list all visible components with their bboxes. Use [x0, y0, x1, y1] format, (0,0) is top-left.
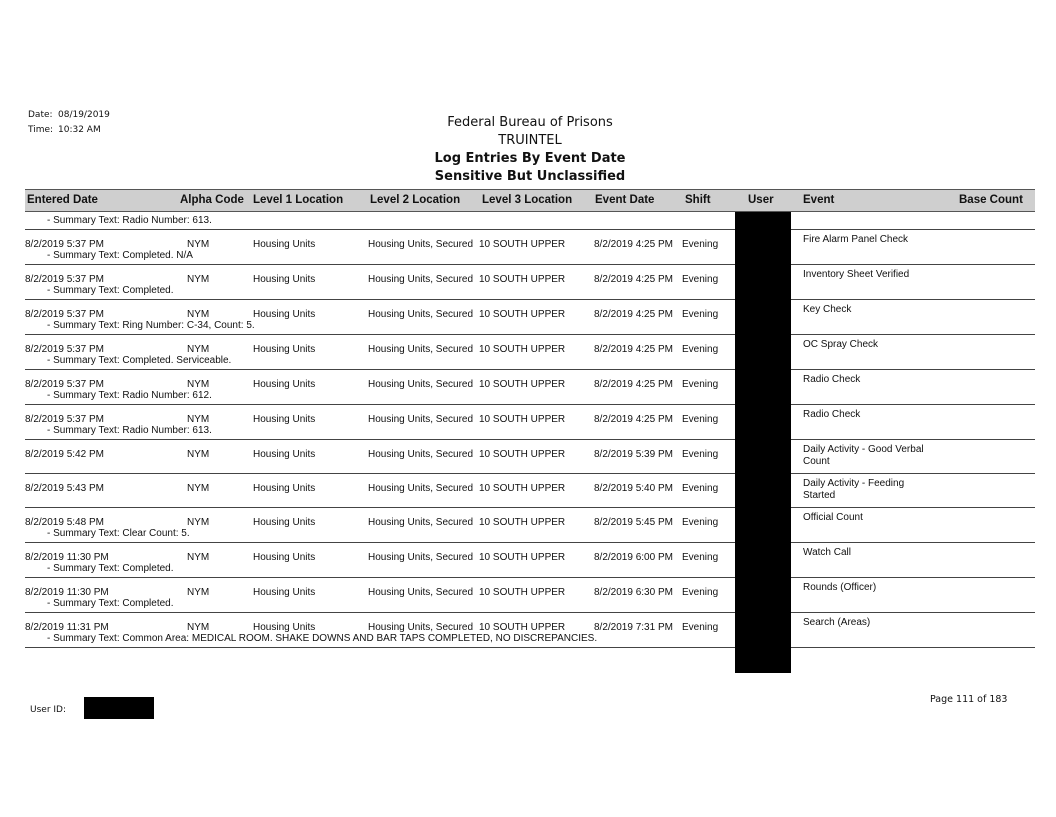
event-date-cell: 8/2/2019 4:25 PM [594, 274, 673, 285]
report-date: Date: 08/19/2019 [28, 110, 110, 120]
level3-location-cell: 10 SOUTH UPPER [479, 622, 566, 633]
alpha-code-cell: NYM [187, 449, 210, 460]
col-level2: Level 2 Location [370, 194, 461, 206]
col-entered-date: Entered Date [27, 194, 98, 206]
level1-location-cell: Housing Units [253, 449, 316, 460]
col-shift: Shift [685, 194, 711, 206]
level1-location-cell: Housing Units [253, 239, 316, 250]
alpha-code-cell: NYM [187, 379, 210, 390]
summary-text: - Summary Text: Radio Number: 613. [47, 425, 212, 436]
level2-location-cell: Housing Units, Secured [368, 344, 474, 355]
table-row [25, 404, 1035, 425]
shift-cell: Evening [682, 449, 719, 460]
event-date-cell: 8/2/2019 7:31 PM [594, 622, 673, 633]
level1-location-cell: Housing Units [253, 622, 316, 633]
event-cell: Key Check [803, 304, 852, 315]
table-row [25, 612, 1035, 633]
level1-location-cell: Housing Units [253, 552, 316, 563]
level1-location-cell: Housing Units [253, 379, 316, 390]
col-event-date: Event Date [595, 194, 655, 206]
table-bottom-rule [25, 647, 1035, 649]
level1-location-cell: Housing Units [253, 517, 316, 528]
entered-date-cell: 8/2/2019 5:37 PM [25, 274, 104, 285]
shift-cell: Evening [682, 587, 719, 598]
entered-date-cell: 8/2/2019 5:37 PM [25, 414, 104, 425]
level1-location-cell: Housing Units [253, 414, 316, 425]
event-cell: Official Count [803, 512, 863, 523]
alpha-code-cell: NYM [187, 414, 210, 425]
shift-cell: Evening [682, 552, 719, 563]
event-date-cell: 8/2/2019 4:25 PM [594, 239, 673, 250]
table-row [25, 334, 1035, 355]
table-row [25, 577, 1035, 598]
table-row [25, 439, 1035, 473]
event-cell: Radio Check [803, 374, 861, 385]
event-cell: Radio Check [803, 409, 861, 420]
level1-location-cell: Housing Units [253, 274, 316, 285]
level1-location-cell: Housing Units [253, 587, 316, 598]
entered-date-cell: 8/2/2019 11:30 PM [25, 587, 109, 598]
level3-location-cell: 10 SOUTH UPPER [479, 239, 566, 250]
level3-location-cell: 10 SOUTH UPPER [479, 517, 566, 528]
level3-location-cell: 10 SOUTH UPPER [479, 587, 566, 598]
level1-location-cell: Housing Units [253, 309, 316, 320]
summary-text: - Summary Text: Completed. [47, 285, 174, 296]
level2-location-cell: Housing Units, Secured [368, 517, 474, 528]
alpha-code-cell: NYM [187, 483, 210, 494]
entered-date-cell: 8/2/2019 11:31 PM [25, 622, 109, 633]
summary-text: - Summary Text: Radio Number: 612. [47, 390, 212, 401]
col-level3: Level 3 Location [482, 194, 573, 206]
shift-cell: Evening [682, 309, 719, 320]
summary-text: - Summary Text: Ring Number: C-34, Count: 5. [47, 320, 255, 331]
level2-location-cell: Housing Units, Secured [368, 274, 474, 285]
shift-cell: Evening [682, 483, 719, 494]
system-title: TRUINTEL [498, 133, 562, 148]
entered-date-cell: 8/2/2019 5:37 PM [25, 344, 104, 355]
event-cell: Daily Activity - Good Verbal Count [803, 444, 924, 467]
alpha-code-cell: NYM [187, 587, 210, 598]
level2-location-cell: Housing Units, Secured [368, 239, 474, 250]
summary-text: - Summary Text: Clear Count: 5. [47, 528, 190, 539]
event-date-cell: 8/2/2019 5:45 PM [594, 517, 673, 528]
table-row [25, 507, 1035, 528]
event-cell: Search (Areas) [803, 617, 871, 628]
alpha-code-cell: NYM [187, 622, 210, 633]
level3-location-cell: 10 SOUTH UPPER [479, 344, 566, 355]
shift-cell: Evening [682, 379, 719, 390]
level3-location-cell: 10 SOUTH UPPER [479, 414, 566, 425]
report-title: Log Entries By Event Date [434, 151, 626, 166]
report-time: Time: 10:32 AM [28, 125, 101, 135]
table-row [25, 229, 1035, 250]
table-row [25, 264, 1035, 285]
level2-location-cell: Housing Units, Secured [368, 449, 474, 460]
classification: Sensitive But Unclassified [434, 169, 626, 184]
alpha-code-cell: NYM [187, 344, 210, 355]
level2-location-cell: Housing Units, Secured [368, 587, 474, 598]
col-alpha-code: Alpha Code [180, 194, 244, 206]
table-row [25, 473, 1035, 507]
table-header [25, 189, 1035, 212]
event-cell: Rounds (Officer) [803, 582, 877, 593]
event-cell: Fire Alarm Panel Check [803, 234, 909, 245]
alpha-code-cell: NYM [187, 309, 210, 320]
entered-date-cell: 8/2/2019 5:37 PM [25, 379, 104, 390]
entered-date-cell: 8/2/2019 5:37 PM [25, 239, 104, 250]
level2-location-cell: Housing Units, Secured [368, 309, 474, 320]
level1-location-cell: Housing Units [253, 483, 316, 494]
level3-location-cell: 10 SOUTH UPPER [479, 449, 566, 460]
event-date-cell: 8/2/2019 4:25 PM [594, 379, 673, 390]
redacted-user-column [735, 212, 791, 673]
table-row [25, 542, 1035, 563]
user-id-label: User ID: [30, 705, 66, 715]
col-user: User [748, 194, 774, 206]
level1-location-cell: Housing Units [253, 344, 316, 355]
table-row [25, 369, 1035, 390]
col-event: Event [803, 194, 835, 206]
col-base-count: Base Count [959, 194, 1023, 206]
log-table [25, 212, 1035, 649]
level2-location-cell: Housing Units, Secured [368, 483, 474, 494]
event-date-cell: 8/2/2019 4:25 PM [594, 344, 673, 355]
org-title: Federal Bureau of Prisons [447, 115, 613, 130]
summary-text: - Summary Text: Completed. [47, 563, 174, 574]
event-cell: Daily Activity - Feeding Started [803, 478, 905, 501]
shift-cell: Evening [682, 344, 719, 355]
entered-date-cell: 8/2/2019 5:48 PM [25, 517, 104, 528]
level3-location-cell: 10 SOUTH UPPER [479, 379, 566, 390]
level3-location-cell: 10 SOUTH UPPER [479, 552, 566, 563]
event-cell: OC Spray Check [803, 339, 879, 350]
col-level1: Level 1 Location [253, 194, 344, 206]
level3-location-cell: 10 SOUTH UPPER [479, 483, 566, 494]
redacted-user-id [84, 697, 154, 719]
level2-location-cell: Housing Units, Secured [368, 414, 474, 425]
table-row [25, 299, 1035, 320]
summary-text: - Summary Text: Common Area: MEDICAL ROOM. SHAKE DOWNS AND BAR TAPS COMPLETED, NO DISCREPANCIES. [47, 633, 598, 644]
shift-cell: Evening [682, 622, 719, 633]
event-date-cell: 8/2/2019 4:25 PM [594, 309, 673, 320]
entered-date-cell: 8/2/2019 5:42 PM [25, 449, 104, 460]
summary-text: - Summary Text: Completed. [47, 598, 174, 609]
summary-text: - Summary Text: Completed. N/A [47, 250, 193, 261]
entered-date-cell: 8/2/2019 5:37 PM [25, 309, 104, 320]
shift-cell: Evening [682, 517, 719, 528]
event-date-cell: 8/2/2019 6:00 PM [594, 552, 673, 563]
alpha-code-cell: NYM [187, 239, 210, 250]
alpha-code-cell: NYM [187, 517, 210, 528]
event-cell: Inventory Sheet Verified [803, 269, 910, 280]
page-number: Page 111 of 183 [930, 694, 1008, 705]
shift-cell: Evening [682, 414, 719, 425]
level3-location-cell: 10 SOUTH UPPER [479, 309, 566, 320]
summary-text: - Summary Text: Completed. Serviceable. [47, 355, 232, 366]
event-date-cell: 8/2/2019 4:25 PM [594, 414, 673, 425]
event-cell: Watch Call [803, 547, 851, 558]
entered-date-cell: 8/2/2019 5:43 PM [25, 483, 104, 494]
level2-location-cell: Housing Units, Secured [368, 552, 474, 563]
entered-date-cell: 8/2/2019 11:30 PM [25, 552, 109, 563]
shift-cell: Evening [682, 239, 719, 250]
level2-location-cell: Housing Units, Secured [368, 622, 474, 633]
summary-text: - Summary Text: Radio Number: 613. [47, 215, 212, 226]
level3-location-cell: 10 SOUTH UPPER [479, 274, 566, 285]
alpha-code-cell: NYM [187, 552, 210, 563]
event-date-cell: 8/2/2019 6:30 PM [594, 587, 673, 598]
event-date-cell: 8/2/2019 5:39 PM [594, 449, 673, 460]
alpha-code-cell: NYM [187, 274, 210, 285]
event-date-cell: 8/2/2019 5:40 PM [594, 483, 673, 494]
level2-location-cell: Housing Units, Secured [368, 379, 474, 390]
shift-cell: Evening [682, 274, 719, 285]
